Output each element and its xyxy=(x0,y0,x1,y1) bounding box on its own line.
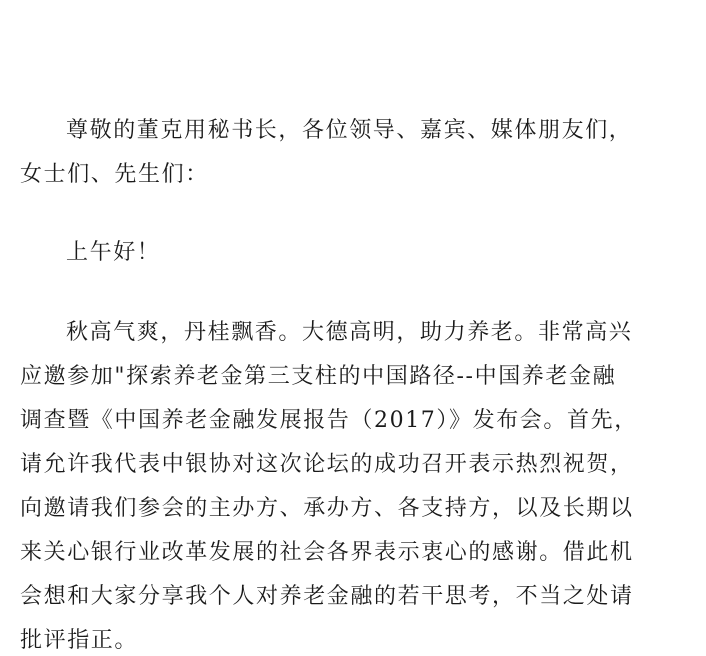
salutation-line: 上午好！ xyxy=(66,240,161,265)
greeting-line-1: 尊敬的董克用秘书长，各位领导、嘉宾、媒体朋友们， xyxy=(66,118,633,143)
body-line-3: 调查暨《中国养老金融发展报告（2017）》发布会。首先， xyxy=(20,408,638,433)
body-line-8: 批评指正。 xyxy=(20,628,139,653)
greeting-line-2: 女士们、先生们： xyxy=(20,162,209,187)
body-line-2: 应邀参加"探索养老金第三支柱的中国路径--中国养老金融 xyxy=(20,364,617,389)
body-line-6: 来关心银行业改革发展的社会各界表示衷心的感谢。借此机 xyxy=(20,540,634,565)
body-line-4: 请允许我代表中银协对这次论坛的成功召开表示热烈祝贺， xyxy=(20,452,634,477)
body-line-5: 向邀请我们参会的主办方、承办方、各支持方，以及长期以 xyxy=(20,496,634,521)
body-line-1: 秋高气爽，丹桂飘香。大德高明，助力养老。非常高兴 xyxy=(66,320,633,345)
body-line-7: 会想和大家分享我个人对养老金融的若干思考，不当之处请 xyxy=(20,584,634,609)
